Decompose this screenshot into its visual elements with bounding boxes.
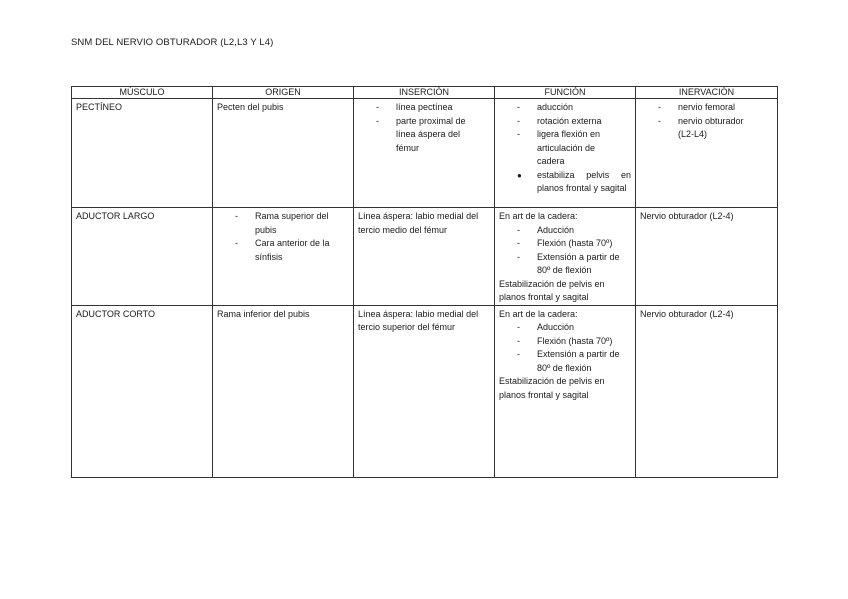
list-item <box>499 251 631 278</box>
cell-inervacion <box>636 208 778 306</box>
function-outro: Estabilización de pelvis en planos frontal y sagital <box>499 278 605 302</box>
cell-musculo <box>72 305 213 477</box>
list-item <box>499 128 633 169</box>
dash-marker: - <box>376 115 379 126</box>
list-item-text: aducción <box>537 102 574 112</box>
function-list <box>499 321 631 375</box>
cell-funcion <box>495 99 636 208</box>
dash-marker: - <box>517 224 520 235</box>
header-musculo: MÚSCULO <box>72 87 213 99</box>
cell-inervacion <box>636 99 778 208</box>
muscle-table <box>71 86 778 478</box>
function-list <box>499 224 631 278</box>
document-title: SNM DEL NERVIO OBTURADOR (L2,L3 Y L4) <box>71 37 274 48</box>
origin-text: Rama inferior del pubis <box>217 308 310 319</box>
list-item <box>499 101 633 115</box>
cell-musculo <box>72 208 213 306</box>
bullet-marker: ● <box>517 170 522 180</box>
list-item <box>499 321 631 335</box>
table-row <box>72 208 778 306</box>
muscle-name: ADUCTOR CORTO <box>76 308 156 319</box>
function-list <box>499 101 633 196</box>
cell-origen <box>213 99 354 208</box>
list-item <box>499 348 631 375</box>
cell-insercion <box>354 99 495 208</box>
function-intro: En art de la cadera: <box>499 211 578 221</box>
header-funcion: FUNCIÓN <box>495 87 636 99</box>
innervation-list <box>640 101 773 142</box>
list-item <box>358 101 490 115</box>
list-item-text: Aducción <box>537 322 575 332</box>
list-item <box>499 224 631 238</box>
origin-text: Pecten del pubis <box>217 102 284 112</box>
list-item-text: ligera flexión en articulación de cadera <box>537 129 601 166</box>
innervation-text: Nervio obturador (L2-4) <box>640 211 734 221</box>
dash-marker: - <box>235 238 238 248</box>
cell-musculo <box>72 99 213 208</box>
list-item <box>217 210 349 237</box>
muscle-name: PECTÍNEO <box>76 102 123 112</box>
dash-marker: - <box>658 102 661 112</box>
muscle-name: ADUCTOR LARGO <box>76 211 155 221</box>
list-item-text: Flexión (hasta 70º) <box>537 238 613 248</box>
origin-list <box>217 210 349 264</box>
table-row <box>72 305 778 477</box>
list-item-text: línea pectínea <box>396 102 453 112</box>
list-item-text: nervio obturador (L2-L4) <box>678 115 744 139</box>
list-item <box>640 101 773 115</box>
dash-marker: - <box>517 349 520 359</box>
list-item <box>499 237 631 251</box>
list-item-text: rotación externa <box>537 115 602 126</box>
cell-insercion <box>354 208 495 306</box>
function-outro: Estabilización de pelvis en planos frontal y sagital <box>499 376 605 400</box>
dash-marker: - <box>235 211 238 221</box>
list-item-text: Extensión a partir de 80º de flexión <box>537 349 620 373</box>
insertion-text: Línea áspera: labio medial del tercio superior del fémur <box>358 308 479 332</box>
list-item-text: nervio femoral <box>678 102 736 112</box>
cell-inervacion <box>636 305 778 477</box>
dash-marker: - <box>376 102 379 112</box>
dash-marker: - <box>658 115 661 126</box>
dash-marker: - <box>517 115 520 126</box>
list-item <box>499 169 633 196</box>
list-item-text: Rama superior del pubis <box>255 211 329 235</box>
list-item-text: Cara anterior de la sínfisis <box>255 238 330 262</box>
insertion-text: Línea áspera: labio medial del tercio medio del fémur <box>358 211 479 235</box>
cell-funcion <box>495 208 636 306</box>
list-item <box>217 237 349 264</box>
innervation-text: Nervio obturador (L2-4) <box>640 308 734 319</box>
list-item <box>358 115 490 156</box>
header-origen: ORIGEN <box>213 87 354 99</box>
table-row <box>72 99 778 208</box>
header-insercion: INSERCIÓN <box>354 87 495 99</box>
header-inervacion: INERVACIÓN <box>636 87 778 99</box>
list-item <box>640 115 773 142</box>
header-row <box>72 87 778 99</box>
list-item <box>499 115 633 129</box>
dash-marker: - <box>517 335 520 346</box>
function-intro: En art de la cadera: <box>499 308 578 319</box>
dash-marker: - <box>517 102 520 112</box>
dash-marker: - <box>517 251 520 262</box>
cell-funcion <box>495 305 636 477</box>
cell-origen <box>213 208 354 306</box>
list-item <box>499 335 631 349</box>
list-item-text: Aducción <box>537 224 575 235</box>
dash-marker: - <box>517 322 520 332</box>
dash-marker: - <box>517 129 520 139</box>
list-item-text: Flexión (hasta 70º) <box>537 335 613 346</box>
insertion-list <box>358 101 490 155</box>
cell-insercion <box>354 305 495 477</box>
list-item-text: parte proximal de línea áspera del fémur <box>396 115 466 153</box>
dash-marker: - <box>517 238 520 248</box>
cell-origen <box>213 305 354 477</box>
list-item-text: estabiliza pelvis en planos frontal y sagital <box>537 169 631 193</box>
list-item-text: Extensión a partir de 80º de flexión <box>537 251 620 275</box>
